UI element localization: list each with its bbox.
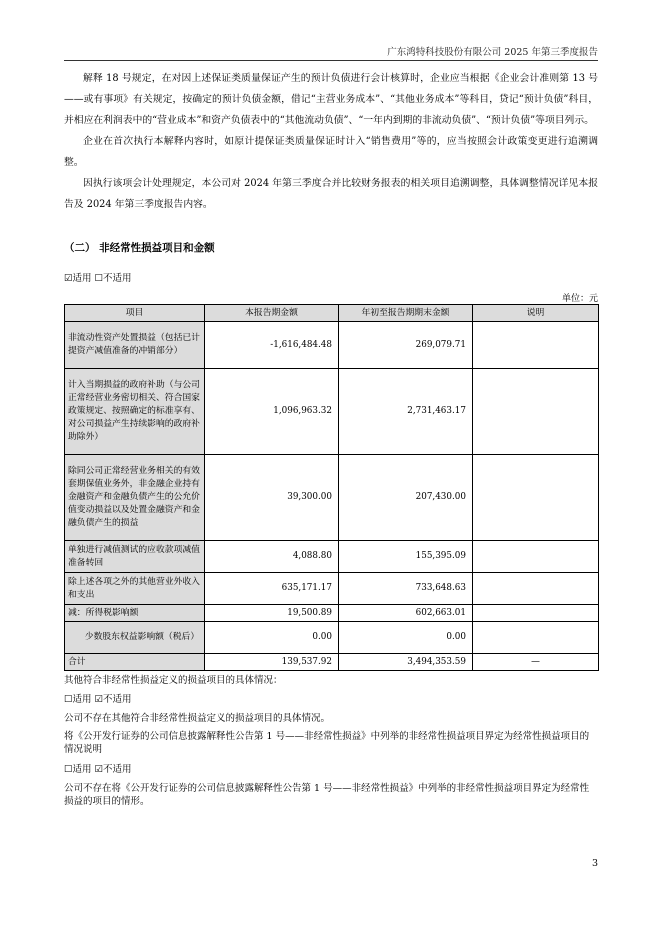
- row-item: 除同公司正常经营业务相关的有效套期保值业务外，非金融企业持有金融资产和金融负债产生的公允价值变动损益以及处置金融资产和金融负债产生的损益: [65, 455, 205, 541]
- header-divider: [64, 60, 598, 61]
- row-ytd-amount: 2,731,463.17: [339, 369, 473, 455]
- row-note: [473, 605, 599, 622]
- row-note: [473, 622, 599, 654]
- paragraph: 解释 18 号规定，在对因上述保证类质量保证产生的预计负债进行会计核算时，企业应当根据《企业会计准则第 13 号——或有事项》有关规定，按确定的预计负债金额，借记“主营业务成本”、“其他业务成本”等科目，贷记“预计负债”科目，并相应在利润表中的“营业成本”和资产负债表中的“其他流动负债”、“一年内到期的非流动负债”、“预计负债”等项目列示。: [64, 73, 598, 126]
- row-current-amount: 1,096,963.32: [205, 369, 339, 455]
- row-ytd-amount: 269,079.71: [339, 322, 473, 369]
- table-row: [65, 605, 599, 622]
- row-note: [473, 573, 599, 605]
- row-ytd-amount: 207,430.00: [339, 455, 473, 541]
- table-row-total: [65, 654, 599, 671]
- column-header: 本报告期金额: [205, 305, 339, 322]
- row-current-amount: 139,537.92: [205, 654, 339, 671]
- statement-text: 将《公开发行证券的公司信息披露解释性公告第 1 号——非经常性损益》中列举的非经常性损益项目界定为经常性损益项目的情况说明: [64, 731, 590, 755]
- table-row: [65, 541, 599, 573]
- table-row: [65, 455, 599, 541]
- row-current-amount: 635,171.17: [205, 573, 339, 605]
- applicability-option: ☐适用 ☑不适用: [64, 694, 132, 705]
- column-header: 说明: [473, 305, 599, 322]
- row-item: 非流动性资产处置损益（包括已计提资产减值准备的冲销部分）: [65, 322, 205, 369]
- page-number: 3: [591, 858, 598, 869]
- paragraph: 企业在首次执行本解释内容时，如原计提保证类质量保证时计入“销售费用”等的，应当按照会计政策变更进行追溯调整。: [64, 136, 598, 168]
- row-item: 少数股东权益影响额（税后）: [65, 622, 205, 654]
- row-ytd-amount: 155,395.09: [339, 541, 473, 573]
- statement-text: 公司不存在将《公开发行证券的公司信息披露解释性公告第 1 号——非经常性损益》中列举的非经常性损益项目界定为经常性损益的项目的情形。: [64, 783, 590, 807]
- row-ytd-amount: 3,494,353.59: [339, 654, 473, 671]
- row-item: 除上述各项之外的其他营业外收入和支出: [65, 573, 205, 605]
- row-item: 计入当期损益的政府补助（与公司正常经营业务密切相关、符合国家政策规定、按照确定的标准享有、对公司损益产生持续影响的政府补助除外）: [65, 369, 205, 455]
- row-current-amount: 19,500.89: [205, 605, 339, 622]
- row-note: [473, 322, 599, 369]
- report-header: 广东鸿特科技股份有限公司 2025 年第三季度报告: [387, 47, 598, 58]
- row-note: [473, 369, 599, 455]
- other-items-label: 其他符合非经常性损益定义的损益项目的具体情况：: [64, 675, 283, 686]
- row-ytd-amount: 0.00: [339, 622, 473, 654]
- applicability-option: ☑适用 ☐不适用: [64, 273, 132, 284]
- row-item: 单独进行减值测试的应收款项减值准备转回: [65, 541, 205, 573]
- column-header: 项目: [65, 305, 205, 322]
- table-row: [65, 573, 599, 605]
- table-row: [65, 622, 599, 654]
- row-current-amount: 39,300.00: [205, 455, 339, 541]
- row-note: —: [473, 654, 599, 671]
- row-current-amount: 4,088.80: [205, 541, 339, 573]
- row-current-amount: -1,616,484.48: [205, 322, 339, 369]
- section-title: （二） 非经常性损益项目和金额: [64, 242, 215, 254]
- row-note: [473, 455, 599, 541]
- column-header: 年初至报告期期末金额: [339, 305, 473, 322]
- paragraph: 因执行该项会计处理规定，本公司对 2024 年第三季度合并比较财务报表的相关项目追溯调整，具体调整情况详见本报告及 2024 年第三季度报告内容。: [64, 178, 598, 210]
- applicability-option: ☐适用 ☑不适用: [64, 764, 132, 775]
- statement-text: 公司不存在其他符合非经常性损益定义的损益项目的具体情况。: [64, 713, 331, 724]
- table-row: [65, 369, 599, 455]
- non-recurring-gains-table: [64, 304, 599, 671]
- table-header-row: [65, 305, 599, 322]
- table-row: [65, 322, 599, 369]
- row-item: 合计: [65, 654, 205, 671]
- row-current-amount: 0.00: [205, 622, 339, 654]
- row-item: 减：所得税影响额: [65, 605, 205, 622]
- unit-label: 单位：元: [561, 294, 598, 304]
- row-ytd-amount: 602,663.01: [339, 605, 473, 622]
- row-note: [473, 541, 599, 573]
- row-ytd-amount: 733,648.63: [339, 573, 473, 605]
- body-text: [64, 68, 598, 215]
